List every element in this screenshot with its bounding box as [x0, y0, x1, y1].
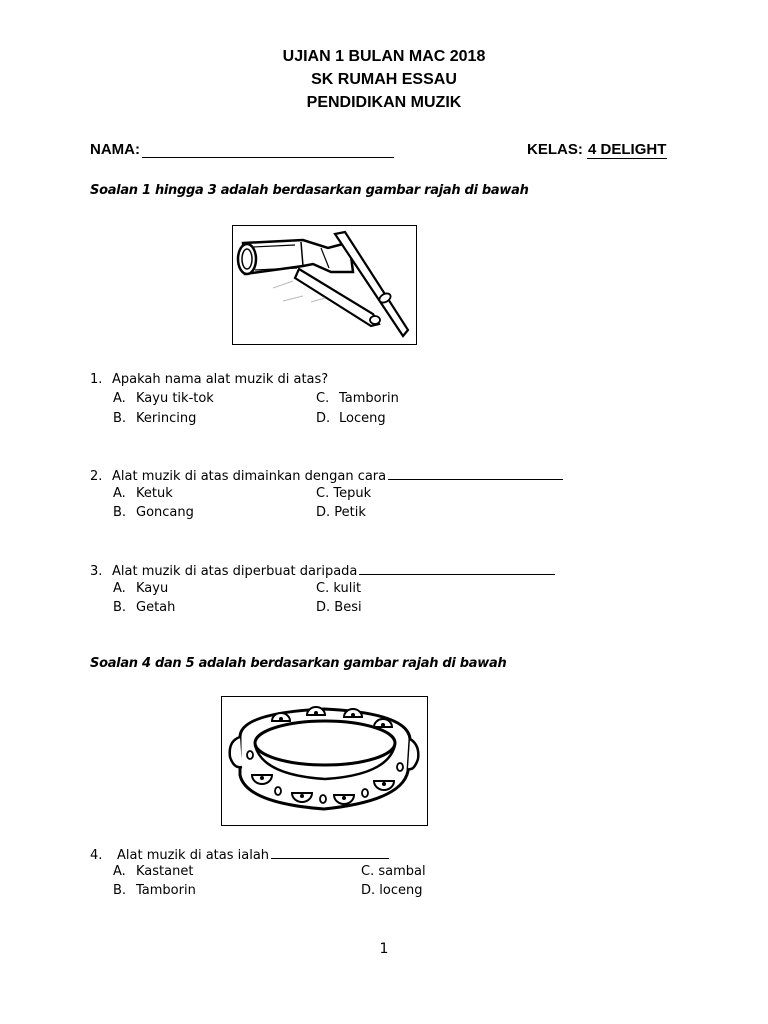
name-label: NAMA: — [90, 141, 140, 158]
tambourine-icon — [222, 697, 427, 825]
subject-name: PENDIDIKAN MUZIK — [306, 94, 462, 111]
answer-blank-line[interactable] — [359, 562, 555, 575]
school-name: SK RUMAH ESSAU — [311, 71, 457, 88]
option-3a[interactable]: A. Kayu — [113, 581, 169, 596]
question-text: Alat muzik di atas ialah — [117, 848, 270, 863]
question-4 — [90, 846, 389, 863]
option-1d[interactable]: D. Loceng — [316, 411, 386, 426]
option-2a[interactable]: A. Ketuk — [113, 486, 173, 501]
page-number: 1 — [379, 941, 389, 957]
question-number: 1. — [90, 372, 103, 387]
option-4b[interactable]: B. Tamborin — [113, 883, 196, 898]
question-text: Alat muzik di atas dimainkan dengan cara — [112, 469, 387, 484]
question-number: 3. — [90, 564, 103, 579]
question-2 — [90, 467, 563, 484]
name-blank-line[interactable] — [142, 143, 394, 158]
name-field[interactable] — [90, 141, 394, 158]
instruction-q1-3: Soalan 1 hingga 3 adalah berdasarkan gambar rajah di bawah — [90, 183, 529, 198]
wood-block-figure — [232, 225, 417, 345]
question-1 — [90, 372, 328, 387]
option-3d[interactable]: D. Besi — [316, 600, 362, 615]
question-number: 2. — [90, 469, 103, 484]
question-number: 4. — [90, 848, 103, 863]
class-label: KELAS: — [527, 141, 583, 158]
question-text: Alat muzik di atas diperbuat daripada — [112, 564, 358, 579]
option-4d[interactable]: D. loceng — [361, 883, 423, 898]
option-3c[interactable]: C. kulit — [316, 581, 362, 596]
option-1c[interactable]: C. Tamborin — [316, 391, 399, 406]
question-text: Apakah nama alat muzik di atas? — [112, 372, 329, 387]
option-1b[interactable]: B. Kerincing — [113, 411, 197, 426]
tambourine-figure — [221, 696, 428, 826]
option-4a[interactable]: A. Kastanet — [113, 864, 194, 879]
option-4c[interactable]: C. sambal — [361, 864, 426, 879]
option-3b[interactable]: B. Getah — [113, 600, 176, 615]
question-3 — [90, 562, 555, 579]
instruction-q4-5: Soalan 4 dan 5 adalah berdasarkan gambar rajah di bawah — [90, 656, 507, 671]
answer-blank-line[interactable] — [388, 467, 563, 480]
option-2d[interactable]: D. Petik — [316, 505, 366, 520]
option-2c[interactable]: C. Tepuk — [316, 486, 372, 501]
answer-blank-line[interactable] — [271, 846, 389, 859]
option-2b[interactable]: B. Goncang — [113, 505, 194, 520]
class-value: 4 DELIGHT — [588, 141, 667, 158]
exam-title: UJIAN 1 BULAN MAC 2018 — [282, 48, 486, 65]
wood-block-icon — [233, 226, 416, 344]
class-field — [527, 141, 667, 158]
option-1a[interactable]: A. Kayu tik-tok — [113, 391, 214, 406]
